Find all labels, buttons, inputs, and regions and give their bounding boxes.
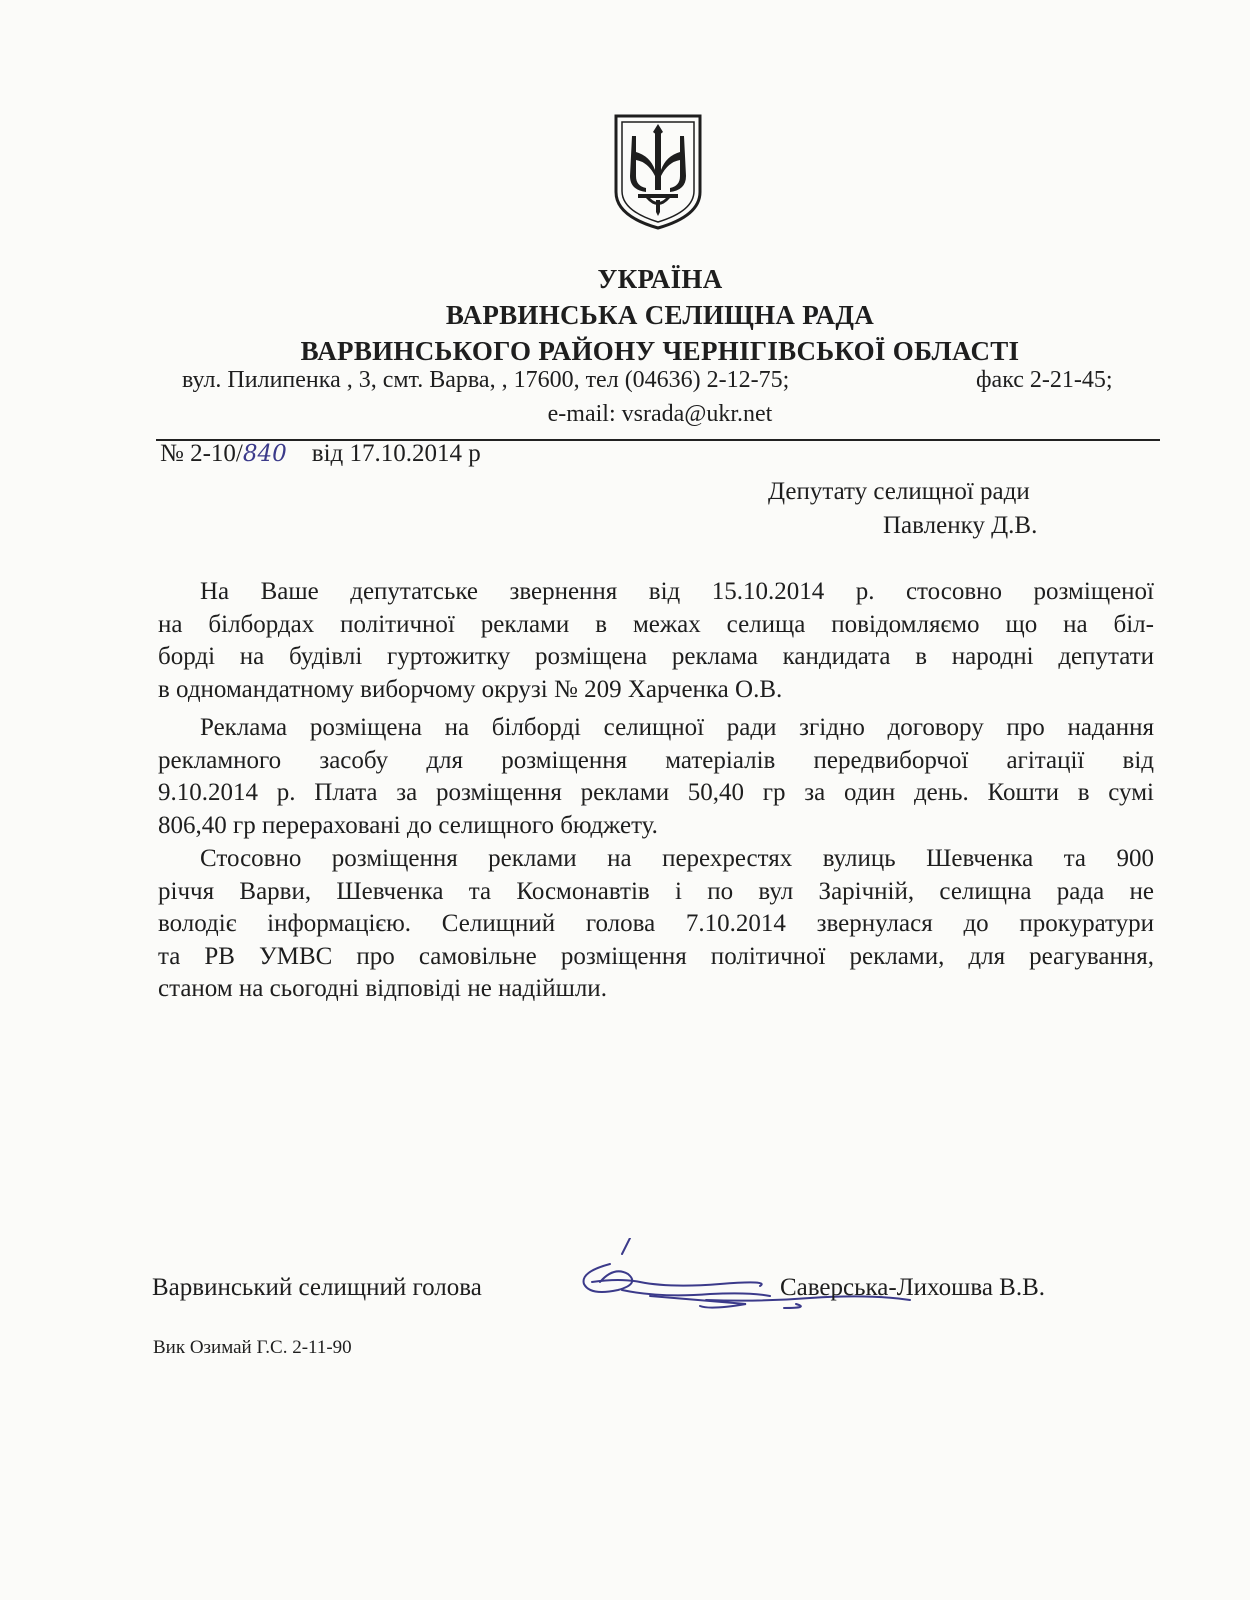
- letterhead-fax: факс 2-21-45;: [976, 367, 1113, 393]
- letterhead-country: УКРАЇНА: [597, 264, 723, 294]
- ukraine-trident-emblem-icon: [612, 112, 704, 232]
- letterhead-district: ВАРВИНСЬКОГО РАЙОНУ ЧЕРНІГІВСЬКОЇ ОБЛАСТІ: [300, 336, 1020, 366]
- reference-number-handwritten: 840: [242, 441, 287, 467]
- paragraph-line: борді на будівлі гуртожитку розміщена реклама кандидата в народні депутати: [158, 643, 1154, 671]
- paragraph-line: 806,40 гр перераховані до селищного бюджету.: [158, 811, 658, 839]
- paragraph-line: Стосовно розміщення реклами на перехрестях вулиць Шевченка та 900: [200, 845, 1154, 872]
- paragraph-1: [158, 576, 1154, 706]
- addressee-position: Депутату селищної ради: [768, 478, 1030, 505]
- letterhead-council: ВАРВИНСЬКА СЕЛИЩНА РАДА: [445, 300, 875, 330]
- signatory-title: Варвинський селищний голова: [152, 1274, 482, 1301]
- paragraph-line: та РВ УМВС про самовільне розміщення політичної реклами, для реагування,: [158, 942, 1154, 970]
- paragraph-line: володіє інформацією. Селищний голова 7.10.2014 звернулася до прокуратури: [158, 910, 1154, 938]
- outgoing-reference: [160, 440, 481, 468]
- paragraph-line: на білбордах політичної реклами в межах селища повідомляємо що на біл-: [158, 610, 1154, 638]
- letterhead-email: e-mail: vsrada@ukr.net: [547, 401, 773, 427]
- paragraph-line: в одномандатному виборчому окрузі № 209 Харченка О.В.: [158, 675, 783, 703]
- paragraph-line: рекламного засобу для розміщення матеріалів передвиборчої агітації від: [158, 746, 1154, 774]
- paragraph-line: станом на сьогодні відповіді не надійшли.: [158, 975, 607, 1003]
- paragraph-line: На Ваше депутатське звернення від 15.10.2014 р. стосовно розміщеної: [200, 578, 1154, 605]
- addressee-name: Павленку Д.В.: [883, 512, 1038, 539]
- paragraph-3: [158, 843, 1154, 1006]
- paragraph-line: 9.10.2014 р. Плата за розміщення реклами 50,40 гр за один день. Кошти в сумі: [158, 779, 1154, 807]
- paragraph-line: Реклама розміщена на білборді селищної ради згідно договору про надання: [200, 714, 1154, 741]
- signatory-name: Саверська-Лихошва В.В.: [780, 1274, 1046, 1301]
- reference-date: від 17.10.2014 р: [311, 440, 481, 467]
- executor-note: Вик Озимай Г.С. 2-11-90: [153, 1337, 352, 1358]
- reference-number-prefix: № 2-10/: [160, 440, 243, 467]
- paragraph-line: річчя Варви, Шевченка та Космонавтів і по вул Зарічній, селищна рада не: [158, 877, 1154, 905]
- letterhead-address: вул. Пилипенка , 3, смт. Варва, , 17600, тел (04636) 2-12-75;: [182, 367, 790, 393]
- paragraph-2: [158, 712, 1154, 842]
